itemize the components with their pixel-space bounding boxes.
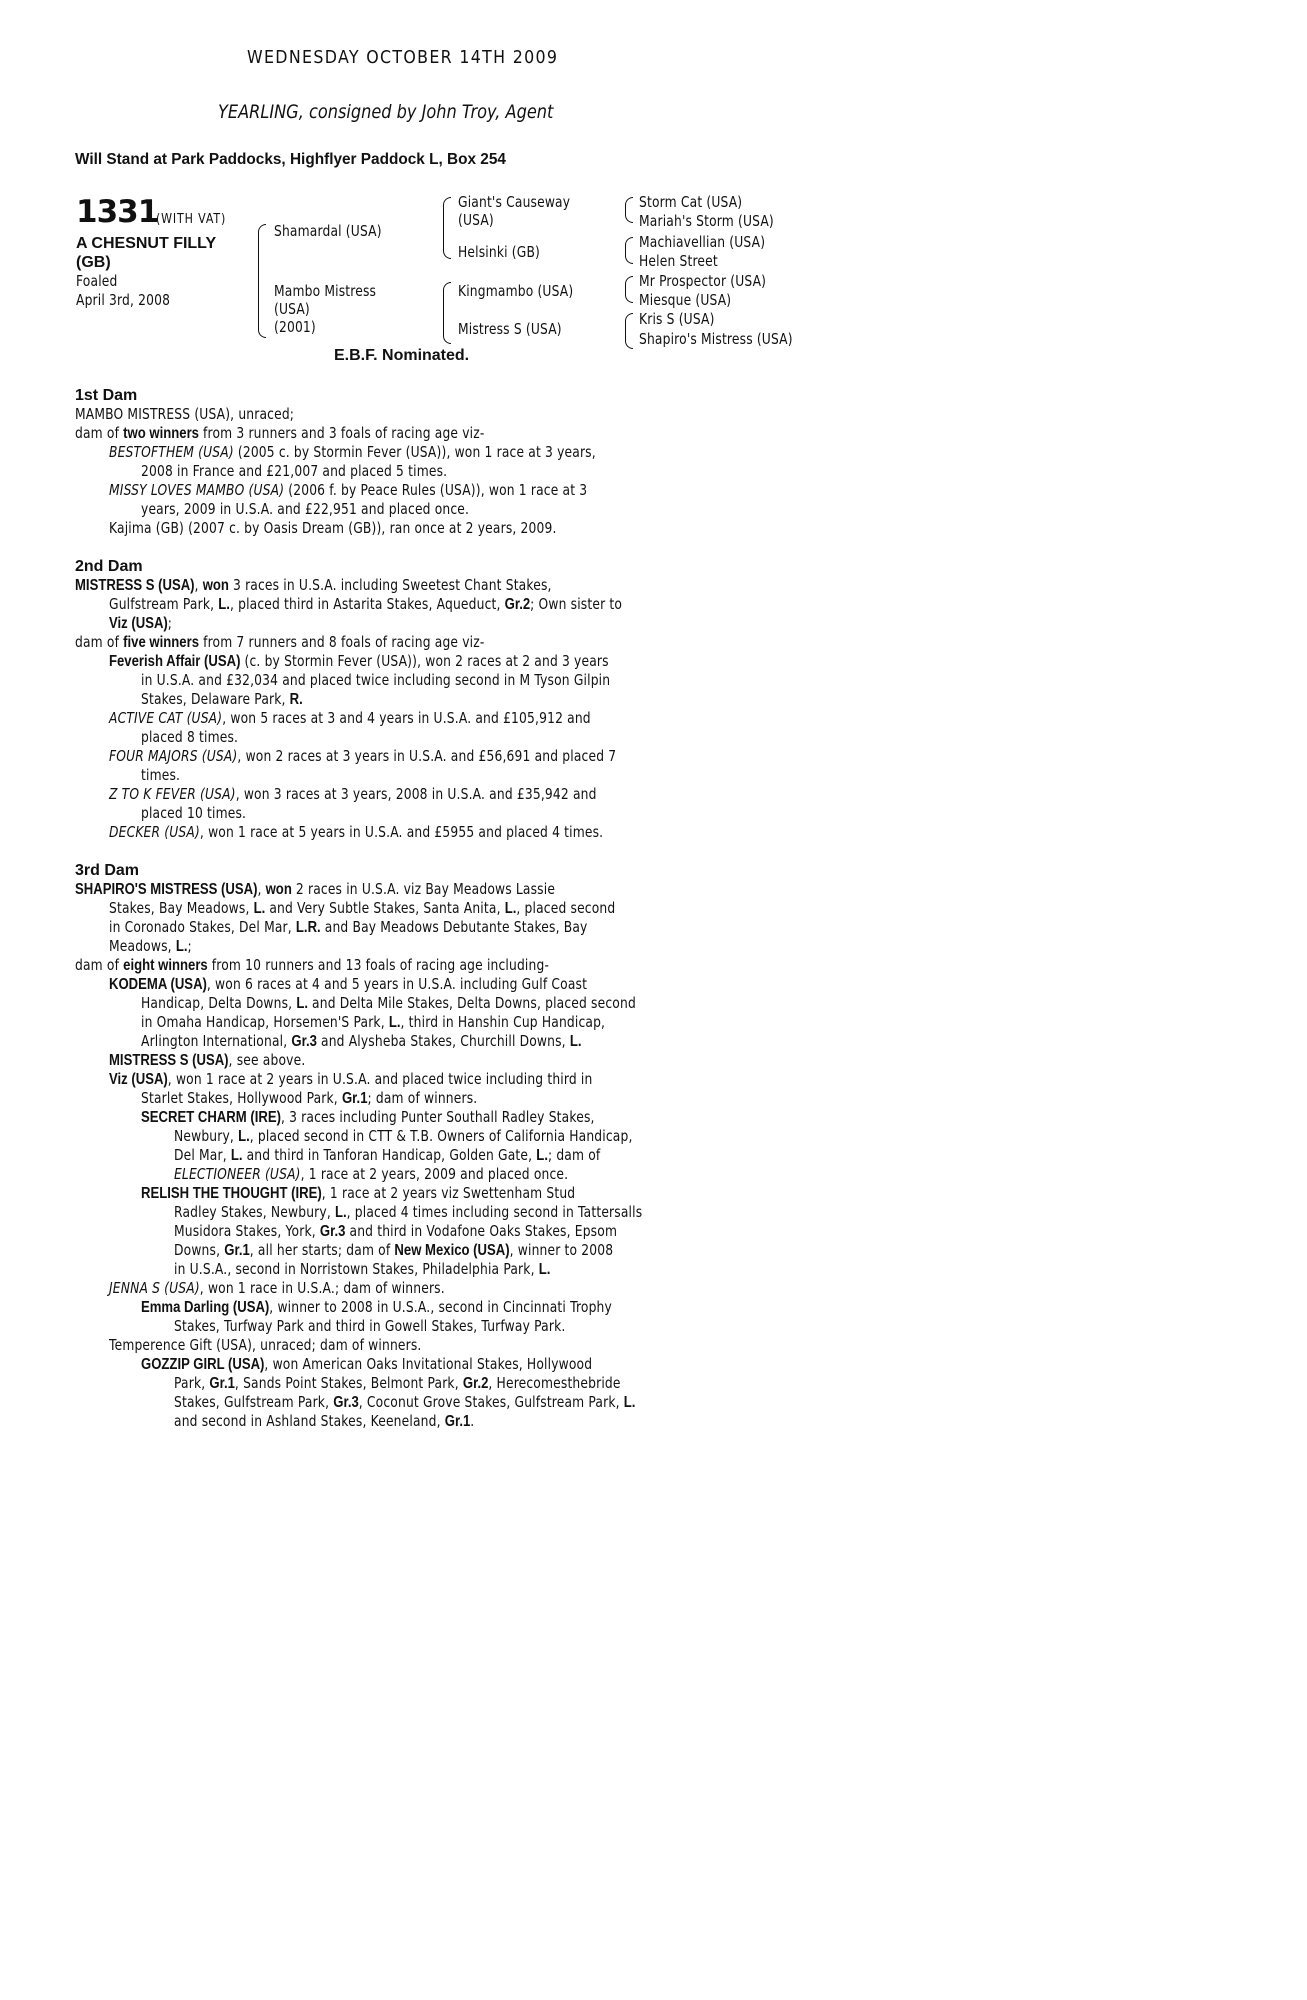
pedigree-ss-line-2: (USA) [458, 211, 494, 229]
third-dam-heading: 3rd Dam [75, 862, 140, 879]
second-dam-line: placed 8 times. [141, 728, 239, 746]
pedigree-sire-dam: Helsinki (GB) [458, 243, 541, 261]
third-dam-line: KODEMA (USA), won 6 races at 4 and 5 years in U.S.A. including Gulf Coast [109, 975, 588, 993]
ebf-nominated: E.B.F. Nominated. [334, 347, 470, 364]
pedigree-dam-line-2: (USA) [274, 300, 310, 318]
third-dam-line: in U.S.A., second in Norristown Stakes, Philadelphia Park, L. [174, 1260, 551, 1278]
third-dam-line: Park, Gr.1, Sands Point Stakes, Belmont Park, Gr.2, Herecomesthebride [174, 1374, 621, 1392]
third-dam-line: Starlet Stakes, Hollywood Park, Gr.1; dam of winners. [141, 1089, 478, 1107]
pedigree-sire: Shamardal (USA) [274, 222, 382, 240]
lot-title-line-2: (GB) [76, 254, 111, 271]
first-dam-line: years, 2009 in U.S.A. and £22,951 and placed once. [141, 500, 470, 518]
first-dam-line: dam of two winners from 3 runners and 3 foals of racing age viz- [75, 424, 485, 442]
pedigree-sire-sire [458, 193, 570, 229]
third-dam-line: JENNA S (USA), won 1 race in U.S.A.; dam of winners. [109, 1279, 445, 1297]
first-dam-line: 2008 in France and £21,007 and placed 5 times. [141, 462, 448, 480]
pedigree-dss: Mr Prospector (USA) [639, 272, 767, 290]
pedigree-ddd: Shapiro's Mistress (USA) [639, 330, 793, 348]
pedigree-sds: Machiavellian (USA) [639, 233, 766, 251]
pedigree-brace-main [258, 224, 266, 338]
pedigree-sss: Storm Cat (USA) [639, 193, 743, 211]
first-dam-line: Kajima (GB) (2007 c. by Oasis Dream (GB)), ran once at 2 years, 2009. [109, 519, 557, 537]
pedigree-brace-dd [625, 313, 633, 349]
pedigree-brace-sd [625, 237, 633, 264]
third-dam-line: in Omaha Handicap, Horsemen'S Park, L., third in Hanshin Cup Handicap, [141, 1013, 606, 1031]
third-dam-line: MISTRESS S (USA), see above. [109, 1051, 306, 1069]
second-dam-line: times. [141, 766, 181, 784]
pedigree-brace-ss [625, 197, 633, 223]
third-dam-line: Newbury, L., placed second in CTT & T.B. Owners of California Handicap, [174, 1127, 633, 1145]
third-dam-line: Del Mar, L. and third in Tanforan Handicap, Golden Gate, L.; dam of [174, 1146, 601, 1164]
third-dam-line: Temperence Gift (USA), unraced; dam of winners. [109, 1336, 422, 1354]
second-dam-line: Z TO K FEVER (USA), won 3 races at 3 years, 2008 in U.S.A. and £35,942 and [109, 785, 597, 803]
pedigree-brace-sire [443, 197, 451, 259]
lot-number: 1331 [76, 194, 159, 230]
third-dam-line: RELISH THE THOUGHT (IRE), 1 race at 2 years viz Swettenham Stud [141, 1184, 576, 1202]
pedigree-dam-dam: Mistress S (USA) [458, 320, 562, 338]
pedigree-dam-sire: Kingmambo (USA) [458, 282, 574, 300]
third-dam-line: Arlington International, Gr.3 and Alysheba Stakes, Churchill Downs, L. [141, 1032, 582, 1050]
pedigree-dsd: Miesque (USA) [639, 291, 732, 309]
second-dam-line: ACTIVE CAT (USA), won 5 races at 3 and 4 years in U.S.A. and £105,912 and [109, 709, 591, 727]
third-dam-line: SECRET CHARM (IRE), 3 races including Punter Southall Radley Stakes, [141, 1108, 595, 1126]
pedigree-ss-line-1: Giant's Causeway [458, 193, 571, 211]
third-dam-line: SHAPIRO'S MISTRESS (USA), won 2 races in U.S.A. viz Bay Meadows Lassie [75, 880, 556, 898]
pedigree-brace-ds [625, 276, 633, 303]
pedigree-brace-dam [443, 282, 451, 344]
second-dam-line: Gulfstream Park, L., placed third in Astarita Stakes, Aqueduct, Gr.2; Own sister to [109, 595, 623, 613]
foaled-label: Foaled [76, 272, 118, 290]
third-dam-line: Radley Stakes, Newbury, L., placed 4 times including second in Tattersalls [174, 1203, 643, 1221]
second-dam-line: Feverish Affair (USA) (c. by Stormin Fever (USA)), won 2 races at 2 and 3 years [109, 652, 609, 670]
stand-location: Will Stand at Park Paddocks, Highflyer Paddock L, Box 254 [75, 151, 506, 168]
produce-record [75, 386, 795, 1431]
second-dam-heading: 2nd Dam [75, 558, 143, 575]
pedigree-dds: Kris S (USA) [639, 310, 715, 328]
pedigree-dam [274, 282, 376, 336]
second-dam-line: in U.S.A. and £32,034 and placed twice including second in M Tyson Gilpin [141, 671, 611, 689]
third-dam-line: Stakes, Turfway Park and third in Gowell Stakes, Turfway Park. [174, 1317, 566, 1335]
third-dam-line: and second in Ashland Stakes, Keeneland, Gr.1. [174, 1412, 475, 1430]
third-dam-line: dam of eight winners from 10 runners and 13 foals of racing age including- [75, 956, 550, 974]
third-dam-line: Meadows, L.; [109, 937, 192, 955]
pedigree-dam-line-3: (2001) [274, 318, 316, 336]
third-dam-line: in Coronado Stakes, Del Mar, L.R. and Bay Meadows Debutante Stakes, Bay [109, 918, 588, 936]
sale-date: WEDNESDAY OCTOBER 14TH 2009 [247, 47, 559, 68]
third-dam-line: ELECTIONEER (USA), 1 race at 2 years, 2009 and placed once. [174, 1165, 569, 1183]
third-dam-line: Musidora Stakes, York, Gr.3 and third in Vodafone Oaks Stakes, Epsom [174, 1222, 618, 1240]
third-dam-line: Downs, Gr.1, all her starts; dam of New Mexico (USA), winner to 2008 [174, 1241, 614, 1259]
third-dam-line: Handicap, Delta Downs, L. and Delta Mile Stakes, Delta Downs, placed second [141, 994, 636, 1012]
lot-title [76, 234, 216, 272]
second-dam-line: Stakes, Delaware Park, R. [141, 690, 303, 708]
third-dam-line: Stakes, Bay Meadows, L. and Very Subtle Stakes, Santa Anita, L., placed second [109, 899, 616, 917]
third-dam-line: Emma Darling (USA), winner to 2008 in U.S.A., second in Cincinnati Trophy [141, 1298, 612, 1316]
foaled-info [76, 272, 170, 310]
pedigree-sdd: Helen Street [639, 252, 718, 270]
second-dam-line: placed 10 times. [141, 804, 247, 822]
vat-note: (WITH VAT) [156, 212, 227, 227]
second-dam-line: dam of five winners from 7 runners and 8 foals of racing age viz- [75, 633, 485, 651]
first-dam-line: MAMBO MISTRESS (USA), unraced; [75, 405, 295, 423]
second-dam-line: FOUR MAJORS (USA), won 2 races at 3 years in U.S.A. and £56,691 and placed 7 [109, 747, 617, 765]
second-dam-line: Viz (USA); [109, 614, 173, 632]
first-dam-line: MISSY LOVES MAMBO (USA) (2006 f. by Peace Rules (USA)), won 1 race at 3 [109, 481, 588, 499]
consignor-line: YEARLING, consigned by John Troy, Agent [218, 101, 554, 123]
third-dam-line: Stakes, Gulfstream Park, Gr.3, Coconut Grove Stakes, Gulfstream Park, L. [174, 1393, 636, 1411]
lot-title-line-1: A CHESNUT FILLY [76, 235, 217, 252]
third-dam-line: Viz (USA), won 1 race at 2 years in U.S.A. and placed twice including third in [109, 1070, 593, 1088]
third-dam-line: GOZZIP GIRL (USA), won American Oaks Invitational Stakes, Hollywood [141, 1355, 593, 1373]
second-dam-line: DECKER (USA), won 1 race at 5 years in U.S.A. and £5955 and placed 4 times. [109, 823, 604, 841]
first-dam-heading: 1st Dam [75, 387, 138, 404]
pedigree-dam-line-1: Mambo Mistress [274, 282, 377, 300]
pedigree-ssd: Mariah's Storm (USA) [639, 212, 774, 230]
second-dam-line: MISTRESS S (USA), won 3 races in U.S.A. including Sweetest Chant Stakes, [75, 576, 552, 594]
foaled-date: April 3rd, 2008 [76, 291, 171, 309]
first-dam-line: BESTOFTHEM (USA) (2005 c. by Stormin Fever (USA)), won 1 race at 3 years, [109, 443, 596, 461]
